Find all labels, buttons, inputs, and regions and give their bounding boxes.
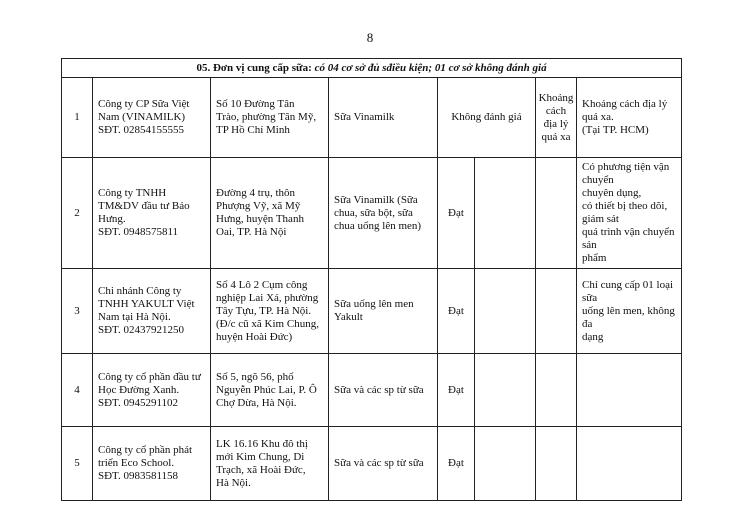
- supplier-address: Số 10 Đường Tân Trào, phường Tân Mỹ, TP Hồ Chí Minh: [211, 78, 329, 158]
- remark: Chỉ cung cấp 01 loại sữa uống lên men, không đa dạng: [577, 269, 682, 354]
- row-number: 4: [62, 354, 93, 427]
- product: Sữa và các sp từ sữa: [329, 354, 438, 427]
- supplier-name: Công ty cổ phần đầu tư Học Đường Xanh. SĐT. 0945291102: [93, 354, 211, 427]
- supplier-address: Số 4 Lô 2 Cụm công nghiệp Lai Xá, phường Tây Tựu, TP. Hà Nội. (Đ/c cũ xã Kim Chung, huyện Hoài Đức): [211, 269, 329, 354]
- table-row: [62, 78, 682, 158]
- empty-cell: [536, 158, 577, 269]
- empty-cell: [475, 158, 536, 269]
- remark: Có phương tiện vận chuyển chuyên dụng, có thiết bị theo dõi, giám sát quá trình vận chuyển sản phẩm: [577, 158, 682, 269]
- supplier-name: Chi nhánh Công ty TNHH YAKULT Việt Nam tại Hà Nội. SĐT. 02437921250: [93, 269, 211, 354]
- supplier-address: LK 16.16 Khu đô thị mới Kim Chung, Di Trạch, xã Hoài Đức, Hà Nội.: [211, 427, 329, 501]
- evaluation: Đạt: [438, 158, 475, 269]
- product: Sữa và các sp từ sữa: [329, 427, 438, 501]
- empty-cell: [536, 427, 577, 501]
- evaluation: Không đánh giá: [438, 78, 536, 158]
- empty-cell: [475, 269, 536, 354]
- section-title: [62, 59, 682, 78]
- table-row: [62, 269, 682, 354]
- empty-cell: [475, 354, 536, 427]
- evaluation: Đạt: [438, 269, 475, 354]
- table-row: [62, 427, 682, 501]
- supplier-name: Công ty cổ phần phát triển Eco School. SĐT. 0983581158: [93, 427, 211, 501]
- remark: Khoảng cách địa lý quá xa. (Tại TP. HCM): [577, 78, 682, 158]
- empty-cell: [536, 354, 577, 427]
- distance-note: Khoảng cách địa lý quá xa: [536, 78, 577, 158]
- table-row: [62, 354, 682, 427]
- section-header-row: [62, 59, 682, 78]
- supplier-address: Số 5, ngõ 56, phố Nguyễn Phúc Lai, P. Ô Chợ Dừa, Hà Nội.: [211, 354, 329, 427]
- supplier-name: Công ty TNHH TM&DV đầu tư Bảo Hưng. SĐT. 0948575811: [93, 158, 211, 269]
- empty-cell: [475, 427, 536, 501]
- remark: [577, 354, 682, 427]
- evaluation: Đạt: [438, 427, 475, 501]
- empty-cell: [536, 269, 577, 354]
- remark: [577, 427, 682, 501]
- section-title-italic: có 04 cơ sở đủ sđiều kiện; 01 cơ sở không đánh giá: [311, 61, 547, 74]
- evaluation: Đạt: [438, 354, 475, 427]
- product: Sữa uống lên men Yakult: [329, 269, 438, 354]
- table-row: [62, 158, 682, 269]
- supplier-name: Công ty CP Sữa Việt Nam (VINAMILK) SĐT. 02854155555: [93, 78, 211, 158]
- product: Sữa Vinamilk (Sữa chua, sữa bột, sữa chua uống lên men): [329, 158, 438, 269]
- row-number: 1: [62, 78, 93, 158]
- supplier-table: [61, 58, 682, 501]
- row-number: 2: [62, 158, 93, 269]
- supplier-address: Đường 4 trụ, thôn Phượng Vỹ, xã Mỹ Hưng, huyện Thanh Oai, TP. Hà Nội: [211, 158, 329, 269]
- page-number: 8: [366, 30, 374, 45]
- row-number: 3: [62, 269, 93, 354]
- section-title-main: 05. Đơn vị cung cấp sữa:: [196, 61, 312, 74]
- product: Sữa Vinamilk: [329, 78, 438, 158]
- row-number: 5: [62, 427, 93, 501]
